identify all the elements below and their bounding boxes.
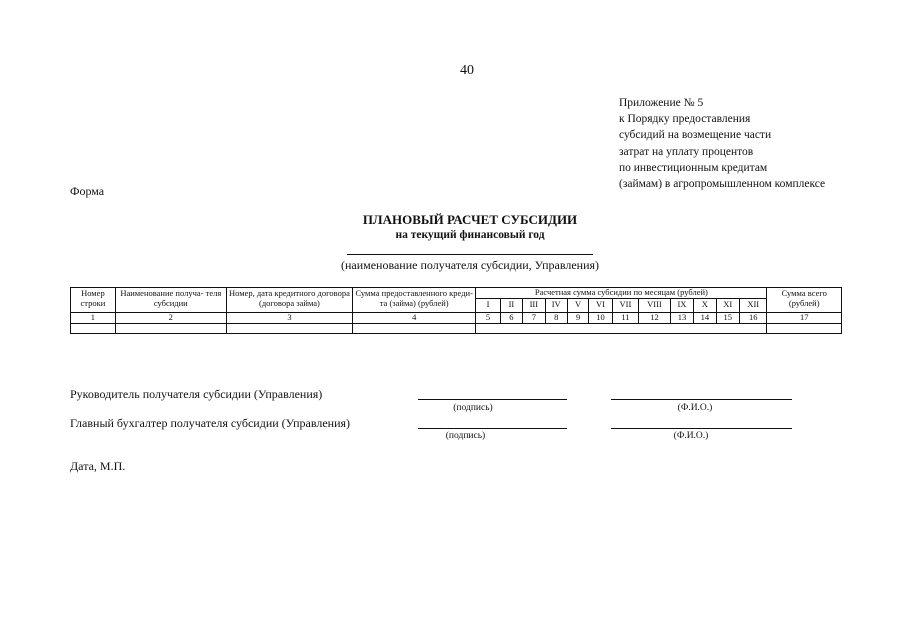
column-number: 2 (115, 312, 226, 323)
column-number: 16 (739, 312, 767, 323)
month-cell: II (500, 298, 522, 312)
column-number: 4 (353, 312, 476, 323)
page-number: 40 (460, 63, 474, 78)
column-number: 8 (545, 312, 567, 323)
date-stamp-label: Дата, М.П. (70, 459, 126, 473)
accountant-name-line (611, 428, 792, 429)
column-number: 13 (670, 312, 693, 323)
header-loan-sum: Сумма предоставленного креди- та (займа) (рублей) (353, 288, 476, 313)
appendix-line: к Порядку предоставления (619, 113, 751, 126)
head-name-caption: (Ф.И.О.) (677, 403, 713, 413)
document-title: ПЛАНОВЫЙ РАСЧЕТ СУБСИДИИ (362, 212, 578, 227)
head-signature-label: Руководитель получателя субсидии (Управления) (70, 387, 323, 401)
column-number-row (71, 312, 842, 323)
column-number: 15 (716, 312, 739, 323)
column-number: 5 (476, 312, 500, 323)
subsidy-table (70, 287, 842, 334)
recipient-name-line (347, 254, 593, 255)
appendix-line: по инвестиционным кредитам (619, 161, 768, 174)
column-number: 10 (589, 312, 612, 323)
column-number: 12 (639, 312, 671, 323)
column-number: 11 (612, 312, 638, 323)
appendix-line: Приложение № 5 (619, 97, 704, 109)
accountant-sign-caption: (подпись) (445, 431, 486, 441)
column-number: 1 (71, 312, 116, 323)
month-cell: XII (739, 298, 767, 312)
header-row-no: Номер строки (71, 288, 116, 313)
month-cell: IX (670, 298, 693, 312)
head-signature-line (418, 399, 567, 400)
month-cell: X (694, 298, 716, 312)
form-label: Форма (70, 184, 105, 198)
accountant-signature-label: Главный бухгалтер получателя субсидии (Управления) (70, 416, 351, 430)
table-row (71, 323, 842, 333)
month-cell: VIII (639, 298, 671, 312)
accountant-signature-line (418, 428, 567, 429)
column-number: 6 (500, 312, 522, 323)
head-sign-caption: (подпись) (453, 403, 493, 413)
column-number: 3 (226, 312, 352, 323)
month-cell: VI (589, 298, 612, 312)
accountant-name-caption: (Ф.И.О.) (673, 431, 709, 441)
document-subtitle: на текущий финансовый год (395, 229, 545, 241)
month-cell: I (476, 298, 500, 312)
appendix-line: субсидий на возмещение части (619, 129, 772, 142)
header-total: Сумма всего (рублей) (767, 288, 842, 313)
head-name-line (611, 399, 792, 400)
column-number: 9 (567, 312, 588, 323)
month-cell: VII (612, 298, 638, 312)
column-number: 7 (523, 312, 545, 323)
appendix-note (619, 95, 825, 192)
month-cell: III (523, 298, 545, 312)
header-contract: Номер, дата кредитного договора (договора займа) (226, 288, 352, 313)
month-cell: XI (716, 298, 739, 312)
appendix-line: затрат на уплату процентов (619, 145, 754, 158)
header-monthly: Расчетная сумма субсидии по месяцам (рублей) (476, 288, 767, 299)
column-number: 17 (767, 312, 842, 323)
column-number: 14 (694, 312, 716, 323)
recipient-caption: (наименование получателя субсидии, Управления) (340, 258, 600, 272)
appendix-line: (займам) в агропромышленном комплексе (619, 178, 826, 191)
month-cell: V (567, 298, 588, 312)
table-header-row (71, 288, 842, 299)
month-cell: IV (545, 298, 567, 312)
header-recipient-name: Наименование получа- теля субсидии (115, 288, 226, 313)
